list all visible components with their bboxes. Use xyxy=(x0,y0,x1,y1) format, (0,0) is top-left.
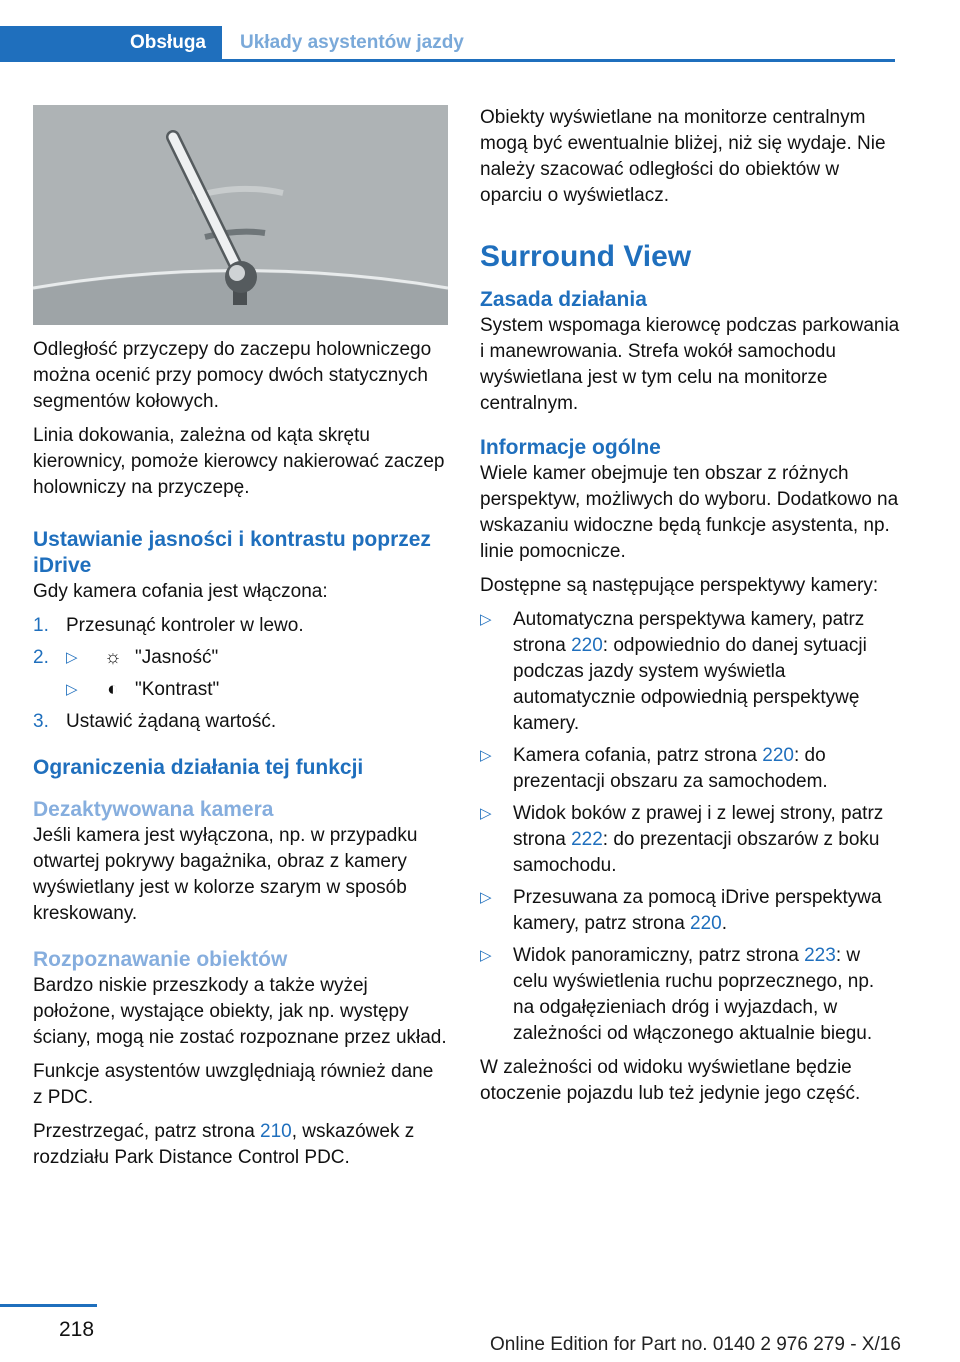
option-label: "Jasność" xyxy=(135,647,219,668)
list-item xyxy=(33,645,448,703)
left-column xyxy=(33,105,448,1179)
section-tab xyxy=(0,26,222,62)
list-item xyxy=(33,613,448,639)
section-label: Obsługa xyxy=(129,32,206,53)
triangle-right-icon: ▷ xyxy=(480,611,492,628)
page-link[interactable]: 210 xyxy=(260,1121,292,1142)
step-number: 2. xyxy=(33,647,49,668)
list-item xyxy=(480,801,900,879)
paragraph: Dostępne są następujące perspektywy kamery: xyxy=(480,575,879,596)
text: Widok boków z prawej i z lewej strony, patrz strona xyxy=(513,803,884,850)
list-item xyxy=(480,943,900,1047)
list-item xyxy=(66,677,448,703)
page-link[interactable]: 222 xyxy=(571,829,603,850)
step-number: 3. xyxy=(33,711,49,732)
list-item xyxy=(480,607,900,737)
heading-detection: Rozpoznawanie obiektów xyxy=(33,948,288,971)
page-link[interactable]: 223 xyxy=(804,945,836,966)
heading-brightness: Ustawianie jasności i kontrastu poprzez iDrive xyxy=(33,528,431,577)
steps-list xyxy=(33,613,448,735)
sun-icon: ☼ xyxy=(104,647,122,668)
list-item xyxy=(33,709,448,735)
text: , wskazówek z rozdziału Park Distance Control PDC. xyxy=(33,1121,415,1168)
perspectives-list xyxy=(480,607,900,1047)
text: Przesuwana za pomocą iDrive perspektywa kamery, patrz strona xyxy=(513,887,882,934)
heading-general: Informacje ogólne xyxy=(480,436,661,459)
heading-deactivated: Dezaktywowana kamera xyxy=(33,798,274,821)
paragraph: Funkcje asystentów uwzględniają również dane z PDC. xyxy=(33,1061,434,1108)
paragraph: System wspomaga kierowcę podczas parkowania i manewrowania. Strefa wokół samochodu wyświetlana jest w tym celu na monitorze centralnym. xyxy=(480,315,900,414)
option-label: "Kontrast" xyxy=(135,679,220,700)
sub-list xyxy=(66,645,448,703)
text: Przestrzegać, patrz strona xyxy=(33,1121,261,1142)
page-link[interactable]: 220 xyxy=(571,635,603,656)
text: Automatyczna perspektywa kamery, patrz strona xyxy=(513,609,865,656)
hitch-camera-figure xyxy=(33,105,448,325)
triangle-right-icon: ▷ xyxy=(480,947,492,964)
edition-note: Online Edition for Part no. 0140 2 976 279 - X/16 xyxy=(490,1334,901,1355)
list-item xyxy=(480,743,900,795)
text: . xyxy=(721,913,728,934)
text: : do prezentacji obszaru za samochodem. xyxy=(513,745,828,792)
paragraph xyxy=(33,1119,448,1171)
page-number: 218 xyxy=(59,1318,95,1341)
header-rule xyxy=(222,59,895,62)
paragraph: Obiekty wyświetlane na monitorze centralnym mogą być ewentualnie bliżej, niż się wydaje. Nie należy szacować odległości do obiektów w oparciu o wyświetlacz. xyxy=(480,107,886,206)
hitch-camera-illustration xyxy=(33,105,448,325)
text: Widok panoramiczny, patrz strona xyxy=(513,945,805,966)
text: Kamera cofania, patrz strona xyxy=(513,745,763,766)
triangle-right-icon: ▷ xyxy=(480,747,492,764)
triangle-right-icon: ▷ xyxy=(480,805,492,822)
step-text: Ustawić żądaną wartość. xyxy=(66,711,277,732)
step-number: 1. xyxy=(33,615,49,636)
text: : w celu wyświetlenia ruchu poprzecznego, np. na odgałęzieniach dróg i wyjazdach, w zależności od włączonego aktualnie biegu. xyxy=(513,945,875,1044)
triangle-right-icon: ▷ xyxy=(480,889,492,906)
triangle-right-icon: ▷ xyxy=(66,681,78,698)
page-link[interactable]: 220 xyxy=(762,745,794,766)
list-item xyxy=(66,645,448,671)
paragraph: Odległość przyczepy do zaczepu holowniczego można ocenić przy pomocy dwóch statycznych segmentów kołowych. xyxy=(33,339,432,412)
footer-rule xyxy=(0,1304,97,1307)
text: : do prezentacji obszarów z boku samochodu. xyxy=(513,829,880,876)
paragraph: Bardzo niskie przeszkody a także wyżej położone, wystające obiekty, jak np. występy ściany, mogą nie zostać rozpoznane przez układ. xyxy=(33,975,447,1048)
chapter-label: Układy asystentów jazdy xyxy=(240,32,464,53)
paragraph: W zależności od widoku wyświetlane będzie otoczenie pojazdu lub też jedynie jego część. xyxy=(480,1057,861,1104)
triangle-right-icon: ▷ xyxy=(66,649,78,666)
step-text: Przesunąć kontroler w lewo. xyxy=(66,615,304,636)
contrast-icon: ◐ xyxy=(107,679,119,700)
paragraph: Jeśli kamera jest wyłączona, np. w przypadku otwartej pokrywy bagażnika, obraz z kamery wyświetlany jest w kolorze szarym w sposób kreskowany. xyxy=(33,825,418,924)
list-item xyxy=(480,885,900,937)
right-column xyxy=(480,105,900,1115)
heading-surround-view: Surround View xyxy=(480,240,692,273)
heading-limits: Ograniczenia działania tej funkcji xyxy=(33,756,364,779)
text: : odpowiednio do danej sytuacji podczas jazdy system wyświetla automatycznie odpowiednią perspektywę kamery. xyxy=(513,635,867,734)
paragraph: Linia dokowania, zależna od kąta skrętu kierownicy, pomoże kierowcy nakierować zaczep holowniczy na przyczepę. xyxy=(33,425,445,498)
page-header xyxy=(0,26,895,62)
paragraph: Gdy kamera cofania jest włączona: xyxy=(33,581,328,602)
paragraph: Wiele kamer obejmuje ten obszar z różnych perspektyw, możliwych do wyboru. Dodatkowo na wskazaniu widoczne będą funkcje asystenta, np. linie pomocnicze. xyxy=(480,463,899,562)
page-link[interactable]: 220 xyxy=(690,913,722,934)
heading-principle: Zasada działania xyxy=(480,288,647,311)
